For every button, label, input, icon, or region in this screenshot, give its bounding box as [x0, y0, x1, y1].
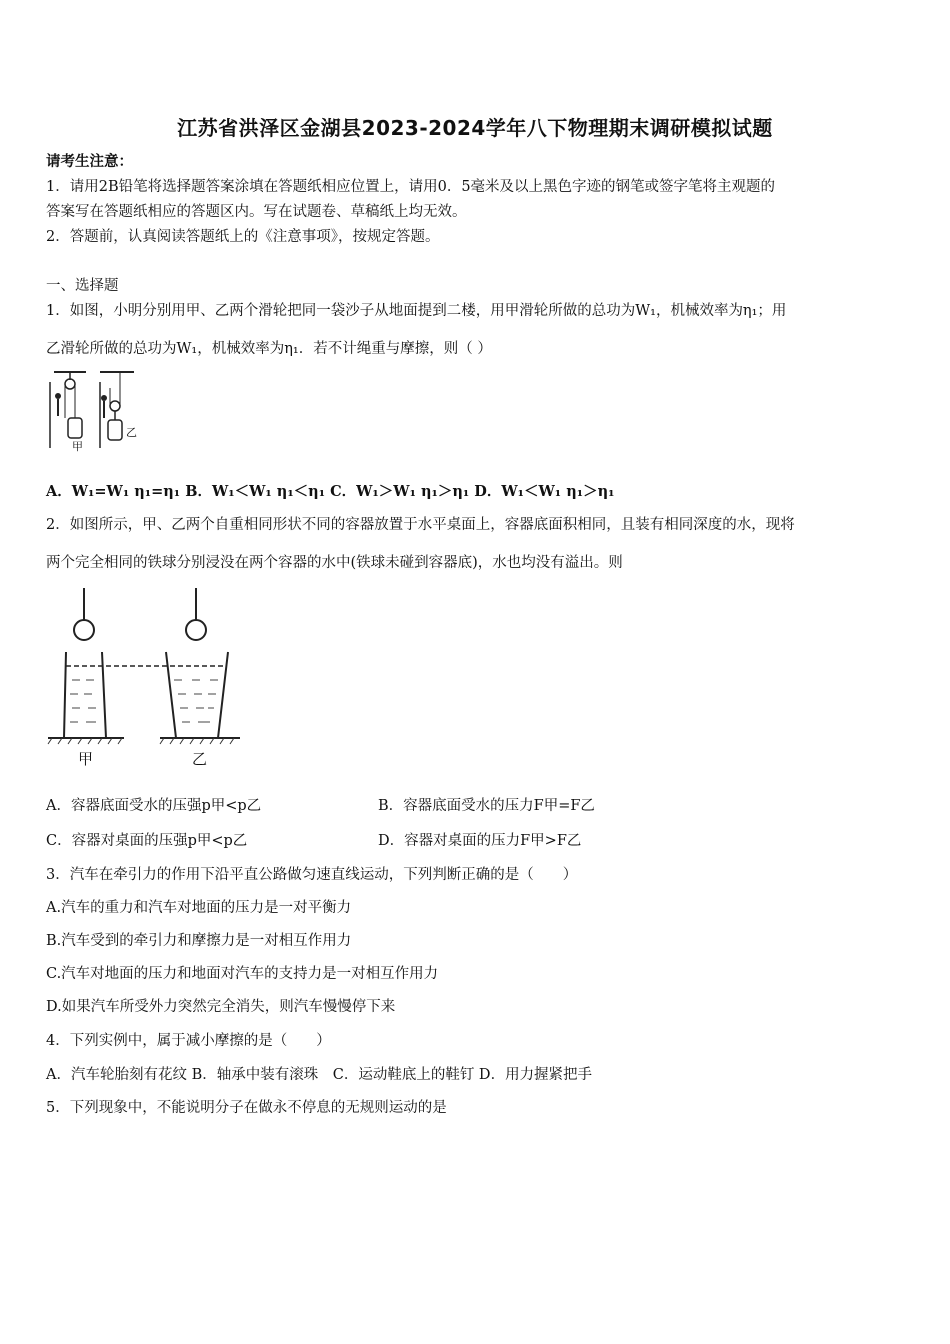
q1-stem-line-2: 乙滑轮所做的总功为W₁，机械效率为η₁．若不计绳重与摩擦，则（ ）	[46, 341, 492, 357]
q1-pulley-figure	[44, 368, 144, 458]
q2-option-d: D．容器对桌面的压力F甲>F乙	[378, 833, 582, 849]
q1-label-a: 甲	[72, 440, 83, 453]
q4-options: A．汽车轮胎刻有花纹 B．轴承中装有滚珠 C．运动鞋底上的鞋钉 D．用力握紧把手	[46, 1067, 593, 1083]
notice-line-1: 1．请用2B铅笔将选择题答案涂填在答题纸相应位置上，请用0．5毫米及以上黑色字迹的钢笔或签字笔将主观题的	[46, 179, 776, 195]
q2-option-b: B．容器底面受水的压力F甲=F乙	[378, 798, 595, 814]
q2-label-b: 乙	[192, 750, 208, 768]
q4-stem: 4．下列实例中，属于减小摩擦的是（ ）	[46, 1033, 331, 1049]
notice-line-3: 2．答题前，认真阅读答题纸上的《注意事项》，按规定答题。	[46, 229, 440, 245]
q2-container-figure	[44, 588, 244, 778]
q2-stem-line-2: 两个完全相同的铁球分别浸没在两个容器的水中(铁球未碰到容器底)，水也均没有溢出。则	[46, 555, 623, 571]
q2-option-a: A．容器底面受水的压强p甲<p乙	[46, 798, 262, 814]
notice-heading: 请考生注意：	[46, 153, 133, 170]
q1-options: A．W₁=W₁ η₁=η₁ B．W₁＜W₁ η₁＜η₁ C．W₁＞W₁ η₁＞η₁ D．W₁＜W₁ η₁＞η₁	[46, 483, 615, 500]
page-title: 江苏省洪泽区金湖县2023-2024学年八下物理期末调研模拟试题	[177, 116, 773, 140]
q3-stem: 3．汽车在牵引力的作用下沿平直公路做匀速直线运动，下列判断正确的是（ ）	[46, 867, 578, 883]
section-heading: 一、选择题	[46, 278, 119, 294]
q1-label-b: 乙	[126, 426, 137, 439]
q3-option-b: B.汽车受到的牵引力和摩擦力是一对相互作用力	[46, 933, 352, 949]
q2-label-a: 甲	[78, 750, 94, 768]
q2-stem-line-1: 2．如图所示，甲、乙两个自重相同形状不同的容器放置于水平桌面上，容器底面积相同，且装有相同深度的水，现将	[46, 517, 795, 533]
q3-option-a: A.汽车的重力和汽车对地面的压力是一对平衡力	[46, 900, 352, 916]
q3-option-c: C.汽车对地面的压力和地面对汽车的支持力是一对相互作用力	[46, 966, 439, 982]
q3-option-d: D.如果汽车所受外力突然完全消失，则汽车慢慢停下来	[46, 999, 396, 1015]
q1-stem-line-1: 1．如图，小明分别用甲、乙两个滑轮把同一袋沙子从地面提到二楼，用甲滑轮所做的总功为W₁，机械效率为η₁；用	[46, 303, 787, 319]
q5-stem: 5．下列现象中，不能说明分子在做永不停息的无规则运动的是	[46, 1100, 447, 1116]
q2-option-c: C．容器对桌面的压强p甲<p乙	[46, 833, 248, 849]
notice-line-2: 答案写在答题纸相应的答题区内。写在试题卷、草稿纸上均无效。	[46, 204, 467, 220]
